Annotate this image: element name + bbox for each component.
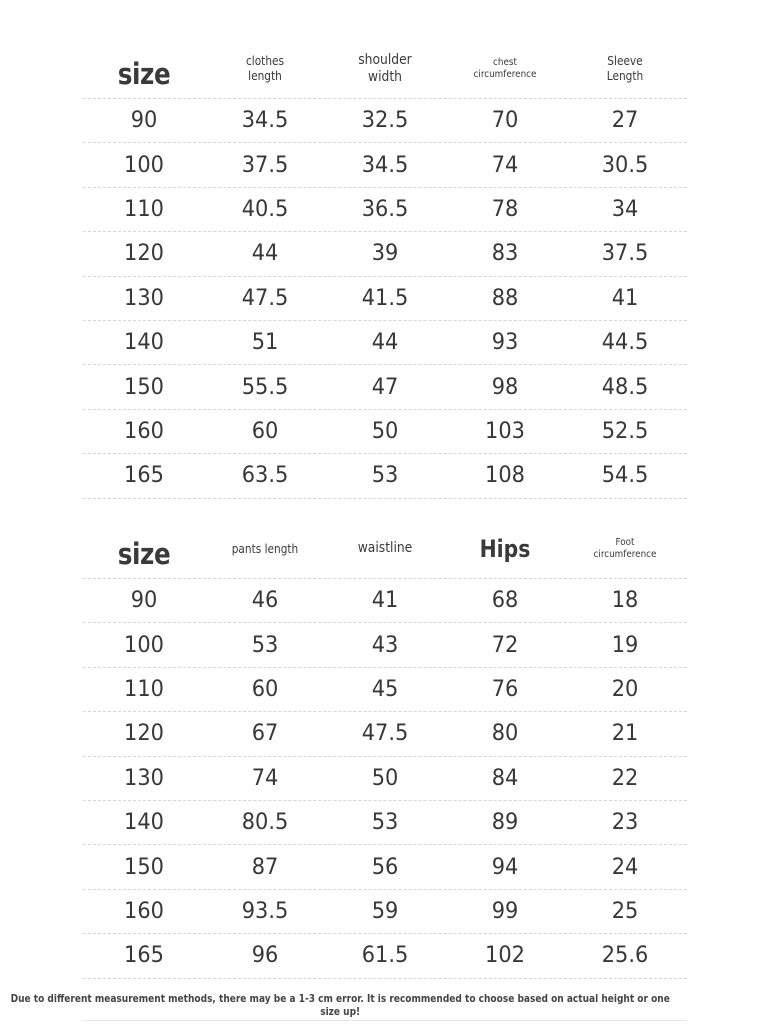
- measurement-note: Due to different measurement methods, there may be a 1-3 cm error. It is recommended to choose based on actual height or one size up!: [10, 992, 670, 1018]
- measurement-cell: 87: [251, 854, 279, 880]
- size-cell: 130: [124, 285, 164, 311]
- measurement-cell: 40.5: [241, 196, 289, 222]
- table-row: [83, 99, 687, 143]
- size-cell: 160: [124, 418, 164, 444]
- measurement-cell: 20: [611, 676, 639, 702]
- measurement-cell: 52.5: [601, 418, 649, 444]
- measurement-cell: 63.5: [241, 463, 289, 489]
- bottom-size-table: [83, 520, 687, 979]
- measurement-cell: 83: [491, 241, 519, 267]
- size-cell: 90: [130, 108, 158, 134]
- header-size: size: [117, 56, 171, 91]
- measurement-cell: 25.6: [601, 943, 649, 969]
- measurement-cell: 24: [611, 854, 639, 880]
- measurement-cell: 37.5: [241, 152, 289, 178]
- measurement-cell: 59: [371, 898, 399, 924]
- measurement-cell: 94: [491, 854, 519, 880]
- table-row: [83, 579, 687, 623]
- measurement-cell: 51: [251, 330, 279, 356]
- measurement-cell: 45: [371, 676, 399, 702]
- bottom-table-body: [83, 579, 687, 979]
- header-clothes-length: clothes length: [245, 54, 285, 83]
- bottom-table-header: [83, 520, 687, 579]
- measurement-cell: 93.5: [241, 898, 289, 924]
- header-size: size: [117, 536, 171, 571]
- measurement-cell: 53: [371, 463, 399, 489]
- measurement-cell: 60: [251, 418, 279, 444]
- measurement-cell: 53: [371, 810, 399, 836]
- measurement-cell: 60: [251, 676, 279, 702]
- measurement-cell: 89: [491, 810, 519, 836]
- size-cell: 100: [124, 632, 164, 658]
- header-shoulder-width: shoulder width: [358, 51, 412, 85]
- header-sleeve-length: Sleeve Length: [606, 54, 644, 83]
- measurement-cell: 44: [251, 241, 279, 267]
- header-hips: Hips: [479, 535, 531, 563]
- measurement-cell: 37.5: [601, 241, 649, 267]
- measurement-cell: 56: [371, 854, 399, 880]
- measurement-cell: 74: [251, 765, 279, 791]
- measurement-cell: 98: [491, 374, 519, 400]
- table-row: [83, 845, 687, 889]
- measurement-cell: 88: [491, 285, 519, 311]
- table-row: [83, 934, 687, 978]
- header-foot-circumference: Foot circumference: [593, 536, 657, 560]
- measurement-cell: 108: [485, 463, 525, 489]
- measurement-cell: 39: [371, 241, 399, 267]
- divider: [83, 1020, 687, 1021]
- table-row: [83, 188, 687, 232]
- measurement-cell: 67: [251, 721, 279, 747]
- measurement-cell: 22: [611, 765, 639, 791]
- table-row: [83, 410, 687, 454]
- size-cell: 100: [124, 152, 164, 178]
- size-cell: 110: [124, 196, 164, 222]
- measurement-cell: 21: [611, 721, 639, 747]
- measurement-cell: 54.5: [601, 463, 649, 489]
- measurement-cell: 41: [611, 285, 639, 311]
- measurement-cell: 34.5: [361, 152, 409, 178]
- measurement-cell: 43: [371, 632, 399, 658]
- table-row: [83, 712, 687, 756]
- size-cell: 90: [130, 588, 158, 614]
- size-cell: 130: [124, 765, 164, 791]
- measurement-cell: 44: [371, 330, 399, 356]
- measurement-cell: 93: [491, 330, 519, 356]
- measurement-cell: 30.5: [601, 152, 649, 178]
- measurement-cell: 34.5: [241, 108, 289, 134]
- measurement-cell: 102: [485, 943, 525, 969]
- size-cell: 165: [124, 943, 164, 969]
- measurement-cell: 55.5: [241, 374, 289, 400]
- measurement-cell: 80: [491, 721, 519, 747]
- top-table-body: [83, 99, 687, 499]
- size-cell: 160: [124, 898, 164, 924]
- table-row: [83, 321, 687, 365]
- table-row: [83, 801, 687, 845]
- top-table-header: [83, 40, 687, 99]
- size-cell: 110: [124, 676, 164, 702]
- table-row: [83, 668, 687, 712]
- table-row: [83, 757, 687, 801]
- measurement-cell: 41.5: [361, 285, 409, 311]
- size-cell: 150: [124, 374, 164, 400]
- size-cell: 120: [124, 721, 164, 747]
- measurement-cell: 76: [491, 676, 519, 702]
- measurement-cell: 18: [611, 588, 639, 614]
- measurement-cell: 103: [485, 418, 525, 444]
- table-row: [83, 890, 687, 934]
- size-cell: 120: [124, 241, 164, 267]
- measurement-cell: 96: [251, 943, 279, 969]
- measurement-cell: 99: [491, 898, 519, 924]
- header-pants-length: pants length: [231, 541, 299, 556]
- measurement-cell: 70: [491, 108, 519, 134]
- table-row: [83, 232, 687, 276]
- measurement-cell: 50: [371, 418, 399, 444]
- size-cell: 150: [124, 854, 164, 880]
- table-row: [83, 623, 687, 667]
- measurement-cell: 74: [491, 152, 519, 178]
- measurement-cell: 25: [611, 898, 639, 924]
- measurement-cell: 32.5: [361, 108, 409, 134]
- table-row: [83, 454, 687, 498]
- measurement-cell: 47.5: [241, 285, 289, 311]
- measurement-cell: 84: [491, 765, 519, 791]
- measurement-cell: 27: [611, 108, 639, 134]
- header-chest-circumference: chest circumference: [473, 56, 537, 80]
- measurement-cell: 47.5: [361, 721, 409, 747]
- top-size-table: [83, 40, 687, 499]
- measurement-cell: 53: [251, 632, 279, 658]
- size-cell: 140: [124, 330, 164, 356]
- measurement-cell: 48.5: [601, 374, 649, 400]
- measurement-cell: 44.5: [601, 330, 649, 356]
- measurement-cell: 19: [611, 632, 639, 658]
- measurement-cell: 46: [251, 588, 279, 614]
- measurement-cell: 78: [491, 196, 519, 222]
- measurement-cell: 34: [611, 196, 639, 222]
- measurement-cell: 47: [371, 374, 399, 400]
- size-cell: 140: [124, 810, 164, 836]
- header-waistline: waistline: [357, 540, 413, 557]
- measurement-cell: 41: [371, 588, 399, 614]
- measurement-cell: 23: [611, 810, 639, 836]
- size-cell: 165: [124, 463, 164, 489]
- measurement-cell: 50: [371, 765, 399, 791]
- measurement-cell: 36.5: [361, 196, 409, 222]
- measurement-cell: 68: [491, 588, 519, 614]
- table-row: [83, 143, 687, 187]
- table-row: [83, 365, 687, 409]
- measurement-cell: 80.5: [241, 810, 289, 836]
- table-row: [83, 277, 687, 321]
- measurement-cell: 61.5: [361, 943, 409, 969]
- measurement-cell: 72: [491, 632, 519, 658]
